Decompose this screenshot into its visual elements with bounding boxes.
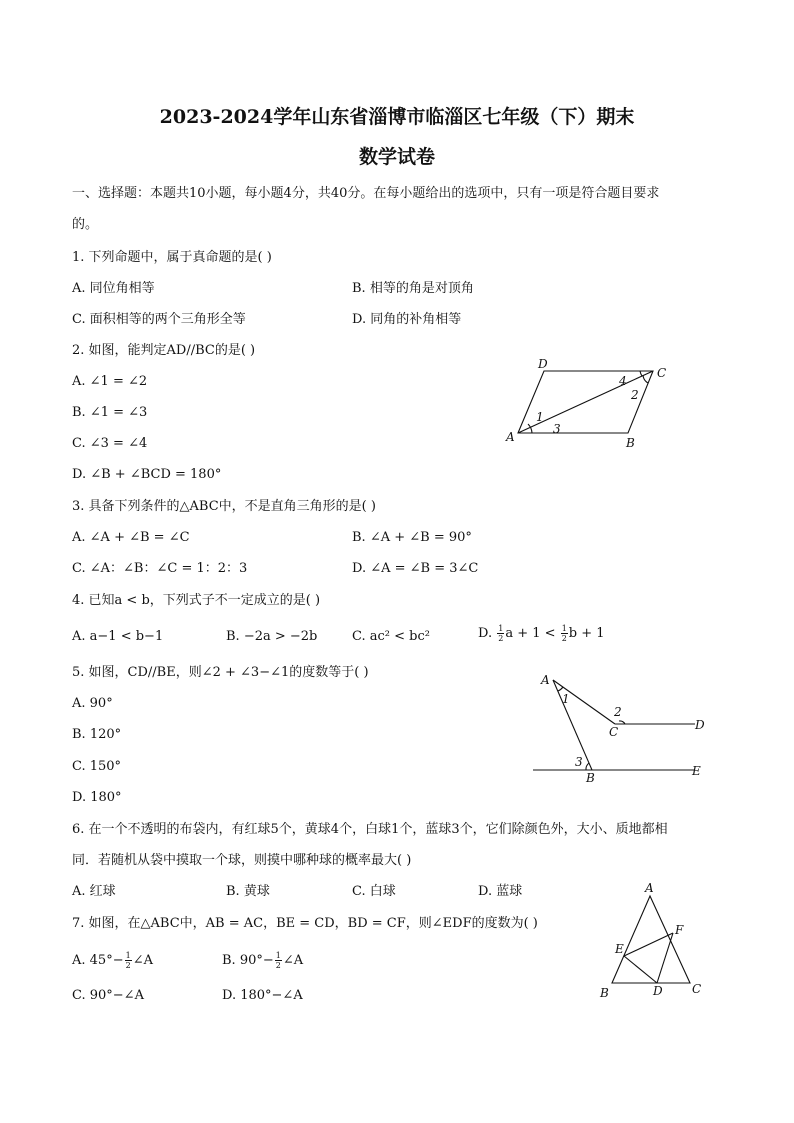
q5-label-2: 2 — [614, 705, 622, 719]
q3-option-b: B. ∠A + ∠B = 90° — [352, 530, 472, 545]
question-6-stem-cont: 同．若随机从袋中摸取一个球，则摸中哪种球的概率最大( ) — [72, 853, 412, 868]
q7-option-d: D. 180°−∠A — [222, 988, 303, 1003]
question-5-stem: 5. 如图，CD//BE，则∠2 + ∠3−∠1的度数等于( ) — [72, 665, 369, 680]
q2-label-a: A — [506, 430, 515, 444]
q7-label-a: A — [645, 881, 654, 895]
question-7-stem: 7. 如图，在△ABC中，AB = AC，BE = CD，BD = CF，则∠EDF的度数为( ) — [72, 916, 538, 931]
q4-option-d-prefix: D. — [478, 626, 493, 641]
q7-label-c: C — [692, 982, 702, 996]
q7-label-e: E — [615, 942, 624, 956]
q2-label-2: 2 — [631, 388, 639, 402]
q2-option-d: D. ∠B + ∠BCD = 180° — [72, 467, 222, 482]
q7-option-a-suffix: ∠A — [132, 953, 153, 968]
page-subtitle: 数学试卷 — [358, 146, 435, 168]
q7-line-ef — [624, 933, 673, 956]
q6-option-a: A. 红球 — [72, 884, 116, 899]
q7-option-b-suffix: ∠A — [282, 953, 304, 968]
q1-option-a: A. 同位角相等 — [72, 281, 155, 296]
q1-option-b: B. 相等的角是对顶角 — [352, 281, 474, 296]
q2-label-1: 1 — [536, 410, 544, 424]
q7-label-f: F — [675, 923, 684, 937]
q2-figure — [500, 355, 690, 455]
q7-label-b: B — [600, 986, 609, 1000]
q1-option-c: C. 面积相等的两个三角形全等 — [72, 312, 246, 327]
q7-option-b — [222, 951, 303, 970]
q7-option-b-frac: $\frac{1}{2}$ — [275, 951, 281, 970]
q7-option-a — [72, 951, 153, 970]
section-header-cont: 的。 — [72, 217, 99, 232]
q5-label-e: E — [692, 764, 701, 778]
q5-label-3: 3 — [575, 755, 583, 769]
q7-option-a-frac: $\frac{1}{2}$ — [125, 951, 131, 970]
q4-option-c: C. ac² < bc² — [352, 629, 430, 644]
question-4-stem: 4. 已知a < b，下列式子不一定成立的是( ) — [72, 593, 321, 608]
q3-option-a: A. ∠A + ∠B = ∠C — [72, 530, 190, 545]
question-2-stem: 2. 如图，能判定AD//BC的是( ) — [72, 343, 256, 358]
q5-label-d: D — [695, 718, 705, 732]
q4-option-d-part1: a + 1 < — [505, 626, 556, 641]
q5-label-1: 1 — [562, 692, 570, 706]
question-3-stem: 3. 具备下列条件的△ABC中，不是直角三角形的是( ) — [72, 499, 376, 514]
question-6-stem: 6. 在一个不透明的布袋内，有红球5个，黄球4个，白球1个，蓝球3个，它们除颜色外，大小、质地都相 — [72, 822, 668, 837]
q7-triangle-abc — [612, 896, 690, 983]
q2-option-b: B. ∠1 = ∠3 — [72, 405, 148, 420]
q5-angle-arc-1 — [558, 687, 563, 691]
q2-label-b: B — [626, 436, 635, 450]
q7-option-c: C. 90°−∠A — [72, 988, 144, 1003]
q2-label-d: D — [538, 357, 548, 371]
q2-label-4: 4 — [619, 374, 627, 388]
q7-figure — [590, 880, 720, 1005]
q5-option-b: B. 120° — [72, 727, 122, 742]
q5-label-a: A — [541, 673, 550, 687]
q6-option-d: D. 蓝球 — [478, 884, 523, 899]
q2-option-a: A. ∠1 = ∠2 — [72, 374, 148, 389]
page-title: 2023-2024学年山东省淄博市临淄区七年级（下）期末 — [159, 106, 635, 128]
q6-option-c: C. 白球 — [352, 884, 396, 899]
q2-angle-arc-c — [643, 375, 648, 383]
question-1-stem: 1. 下列命题中，属于真命题的是( ) — [72, 250, 272, 265]
q2-option-c: C. ∠3 = ∠4 — [72, 436, 148, 451]
q5-label-c: C — [609, 725, 619, 739]
q5-angle-arc-3 — [586, 763, 589, 770]
q4-option-d-frac-1: $\frac{1}{2}$ — [498, 624, 504, 643]
q4-option-b: B. −2a > −2b — [226, 629, 318, 644]
section-header: 一、选择题：本题共10小题，每小题4分，共40分。在每小题给出的选项中，只有一项是符合题目要求 — [72, 186, 660, 201]
q2-label-3: 3 — [553, 422, 561, 436]
q3-option-d: D. ∠A = ∠B = 3∠C — [352, 561, 479, 576]
q5-option-c: C. 150° — [72, 759, 122, 774]
q5-option-a: A. 90° — [72, 696, 113, 711]
q7-option-b-prefix: B. 90°− — [222, 953, 274, 968]
q4-option-d-frac-2: $\frac{1}{2}$ — [561, 624, 567, 643]
q2-angle-arc-4 — [640, 371, 642, 376]
q4-option-d — [478, 624, 605, 643]
q3-option-c: C. ∠A：∠B：∠C = 1：2：3 — [72, 561, 248, 576]
q5-figure — [525, 665, 725, 785]
q7-label-d: D — [653, 984, 663, 998]
q2-label-c: C — [657, 366, 667, 380]
q7-option-a-prefix: A. 45°− — [72, 953, 124, 968]
q7-line-df — [657, 933, 673, 983]
q5-label-b: B — [586, 771, 595, 785]
q4-option-a: A. a−1 < b−1 — [72, 629, 164, 644]
q7-line-ed — [624, 956, 657, 983]
q4-option-d-part2: b + 1 — [568, 626, 605, 641]
q6-option-b: B. 黄球 — [226, 884, 270, 899]
q1-option-d: D. 同角的补角相等 — [352, 312, 462, 327]
q5-option-d: D. 180° — [72, 790, 122, 805]
